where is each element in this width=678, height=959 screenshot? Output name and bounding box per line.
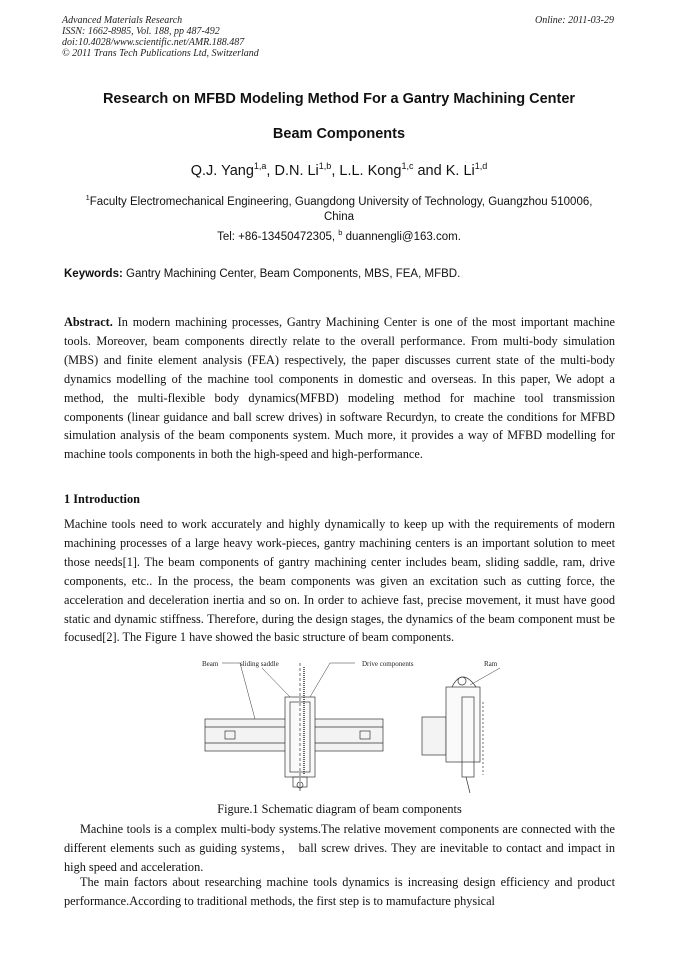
author-sup: 1,d [474,161,488,171]
abstract-label: Abstract. [64,315,113,329]
affiliation-line1: Faculty Electromechanical Engineering, Guangdong University of Technology, Guangzhou 510006, [89,196,593,208]
journal-header [62,15,259,59]
author-list: Q.J. Yang$^{1,a}$, D.N. Li$^{1,b}$, L.L. Kong$^{1,c}$ and K. Li$^{1,d}$ [190,161,488,179]
section-heading: 1 Introduction [64,492,140,506]
beam-components-figure [200,657,530,797]
author-sup: 1,b [318,161,332,171]
keywords-label: Keywords: [64,268,123,280]
paper-title-line2: Beam Components [272,126,406,142]
figure-label-beam: Beam [202,660,219,668]
author-name: D.N. Li [274,163,319,179]
keywords-text: Gantry Machining Center, Beam Components, MBS, FEA, MFBD. [126,268,461,280]
email-sup: b [338,228,343,237]
journal-issn: ISSN: 1662-8985, Vol. 188, pp 487-492 [62,26,220,37]
figure-label-saddle: sliding saddle [240,660,279,668]
author-name: L.L. Kong [339,163,402,179]
side-view-drawing [422,677,483,793]
author-name: K. Li [445,163,475,179]
paper-title-line1: Research on MFBD Modeling Method For a Gantry Machining Center [102,91,576,107]
affiliation [40,190,638,245]
figure-label-ram: Ram [484,660,498,668]
abstract-text: In modern machining processes, Gantry Machining Center is one of the most important machine tools. Moreover, beam components directly relate to the overall performance. From multi-body simulation (MBS) and finite element analysis (FEA) respectively, the paper discusses current state of the multi-body dynamics modelling of the machine tool components in domestic and overseas. In this paper, We adopt a method, the multi-flexible body dynamics(MFBD) modeling method for machine tool transmission components (linear guidance and ball screw drives) in software Recurdyn, to create the conditions for MFBD simulation analysis of the beam components system. Much more, it provides a way of MFBD modelling for machine tools components in both the high-speed and high-performance. [64,315,615,462]
intro-paragraph-2: Machine tools is a complex multi-body systems.The relative movement components are connected with the different elements such as guiding systems， ball screw drives. They are inevitable to contact and impact in high speed and acceleration. [64,822,615,874]
keywords [64,268,616,280]
affiliation-email: duannengli@163.com. [345,231,461,243]
figure-caption: Figure.1 Schematic diagram of beam components [217,802,462,816]
affiliation-sup: 1 [85,193,90,202]
online-date: Online: 2011-03-29 [535,15,614,26]
front-view-drawing [205,663,383,792]
author-sup: 1,a [253,161,267,171]
intro-paragraph-3: The main factors about researching machine tools dynamics is increasing design efficiency and product performance.According to traditional methods, the first step is to mamufacture physical [64,875,615,908]
intro-paragraph-1: Machine tools need to work accurately and highly dynamically to keep up with the requirements of modern machining processes of a large heavy work-pieces, gantry machining centers is an important solution to meet those needs[1]. The beam components of gantry machining center includes beam, sliding saddle, ram, drive components, etc.. In the process, the beam components was given an excitation such as cutting force, the acceleration and deceleration inertia and so on. In order to achieve fast, precise movement, it must have good static and dynamic stiffness. Therefore, during the design stages, the dynamics of the beam component must be focused[2]. The Figure 1 have showed the basic structure of beam components. [64,517,615,645]
journal-doi: doi:10.4028/www.scientific.net/AMR.188.487 [62,37,245,48]
journal-copyright: © 2011 Trans Tech Publications Ltd, Switzerland [62,48,259,59]
affiliation-line2: China [323,211,355,223]
author-sup: 1,c [401,161,414,171]
journal-name: Advanced Materials Research [62,15,183,26]
abstract [64,313,615,464]
author-name: Q.J. Yang [190,163,254,179]
affiliation-tel: Tel: +86-13450472305, [217,231,336,243]
figure-label-drive: Drive components [362,660,414,668]
